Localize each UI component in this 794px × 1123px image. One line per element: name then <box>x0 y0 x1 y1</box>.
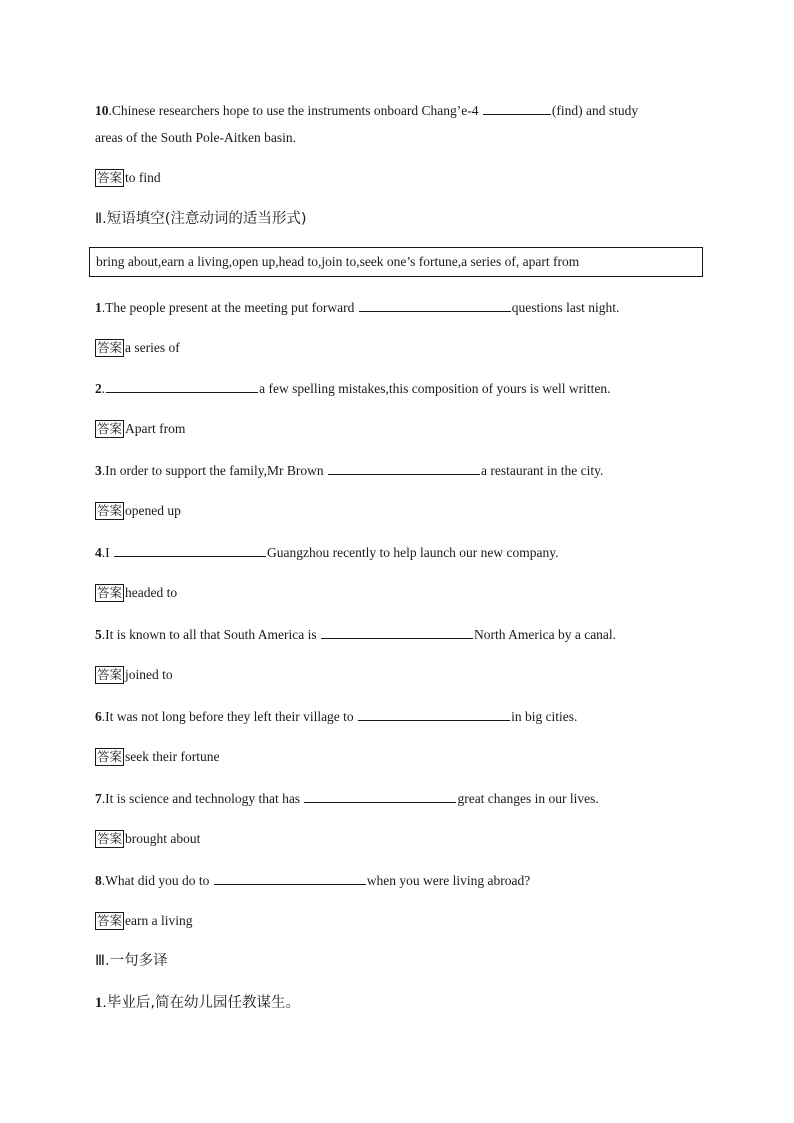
question-text: .毕业后,简在幼儿园任教谋生。 <box>102 995 300 1011</box>
question-number: 6 <box>95 709 102 724</box>
question-text: great changes in our lives. <box>457 791 599 806</box>
answer-text: headed to <box>125 585 178 600</box>
question-10 <box>95 101 638 120</box>
answer-badge: 答案 <box>97 421 123 436</box>
question-number: 7 <box>95 791 102 806</box>
answer-blank[interactable] <box>358 707 510 721</box>
question-8 <box>95 871 530 890</box>
answer-row <box>95 584 177 602</box>
question-text: .The people present at the meeting put forward <box>101 300 358 315</box>
answer-badge: 答案 <box>97 831 123 846</box>
question-text: Guangzhou recently to help launch our new company. <box>267 545 559 560</box>
question-number: 1 <box>95 995 103 1011</box>
question-text: (find) and study <box>551 103 639 118</box>
question-number: 8 <box>95 873 102 888</box>
question-7 <box>95 789 599 808</box>
question-text: questions last night. <box>511 300 620 315</box>
question-6 <box>95 707 577 726</box>
answer-badge: 答案 <box>97 585 123 600</box>
answer-text: Apart from <box>125 421 186 436</box>
answer-text: seek their fortune <box>125 749 220 764</box>
answer-badge: 答案 <box>97 340 123 355</box>
word-bank-box: bring about,earn a living,open up,head to,join to,seek one’s fortune,a series of, apart from <box>89 247 703 277</box>
answer-blank[interactable] <box>106 379 258 393</box>
answer-text: earn a living <box>125 913 193 928</box>
question-text: .It is science and technology that has <box>101 791 304 806</box>
answer-text: opened up <box>125 503 181 518</box>
answer-badge: 答案 <box>97 667 123 682</box>
answer-blank[interactable] <box>328 461 480 475</box>
answer-text: joined to <box>125 667 173 682</box>
question-text: when you were living abroad? <box>366 873 531 888</box>
answer-badge: 答案 <box>97 913 123 928</box>
question-text: .What did you do to <box>101 873 213 888</box>
question-text: . <box>101 381 106 396</box>
question-number: 10 <box>95 103 109 118</box>
answer-blank[interactable] <box>304 789 456 803</box>
question-text: in big cities. <box>511 709 578 724</box>
question-text: areas of the South Pole-Aitken basin. <box>95 130 296 145</box>
question-number: 4 <box>95 545 102 560</box>
answer-text: brought about <box>125 831 201 846</box>
question-text: a restaurant in the city. <box>480 463 604 478</box>
answer-blank[interactable] <box>483 101 551 115</box>
question-number: 2 <box>95 381 102 396</box>
question-5 <box>95 625 616 644</box>
answer-text: a series of <box>125 340 180 355</box>
question-text: .Chinese researchers hope to use the instruments onboard Chang’e-4 <box>108 103 482 118</box>
question-3 <box>95 461 603 480</box>
answer-row <box>95 830 200 848</box>
question-10-continued <box>95 129 296 147</box>
question-text: .In order to support the family,Mr Brown <box>101 463 327 478</box>
translation-item-1 <box>95 993 300 1013</box>
section-heading: Ⅱ.短语填空(注意动词的适当形式) <box>95 211 307 227</box>
answer-blank[interactable] <box>321 625 473 639</box>
answer-row <box>95 748 219 766</box>
question-number: 1 <box>95 300 102 315</box>
question-1 <box>95 298 619 317</box>
answer-badge: 答案 <box>97 503 123 518</box>
answer-row <box>95 502 181 520</box>
answer-row <box>95 420 185 438</box>
answer-badge: 答案 <box>97 749 123 764</box>
question-2 <box>95 379 610 398</box>
question-text: North America by a canal. <box>473 627 617 642</box>
answer-badge: 答案 <box>97 170 123 185</box>
answer-row <box>95 666 173 684</box>
question-text: .It was not long before they left their village to <box>101 709 358 724</box>
answer-blank[interactable] <box>114 543 266 557</box>
question-text: a few spelling mistakes,this composition of yours is well written. <box>259 381 611 396</box>
answer-blank[interactable] <box>214 871 366 885</box>
answer-blank[interactable] <box>359 298 511 312</box>
question-number: 5 <box>95 627 102 642</box>
answer-row <box>95 912 193 930</box>
answer-text: to find <box>125 170 161 185</box>
answer-row <box>95 339 180 357</box>
question-number: 3 <box>95 463 102 478</box>
section-heading: Ⅲ.一句多译 <box>95 953 168 969</box>
question-text: .I <box>101 545 113 560</box>
question-4 <box>95 543 559 562</box>
answer-row <box>95 169 161 187</box>
question-text: .It is known to all that South America is <box>101 627 320 642</box>
